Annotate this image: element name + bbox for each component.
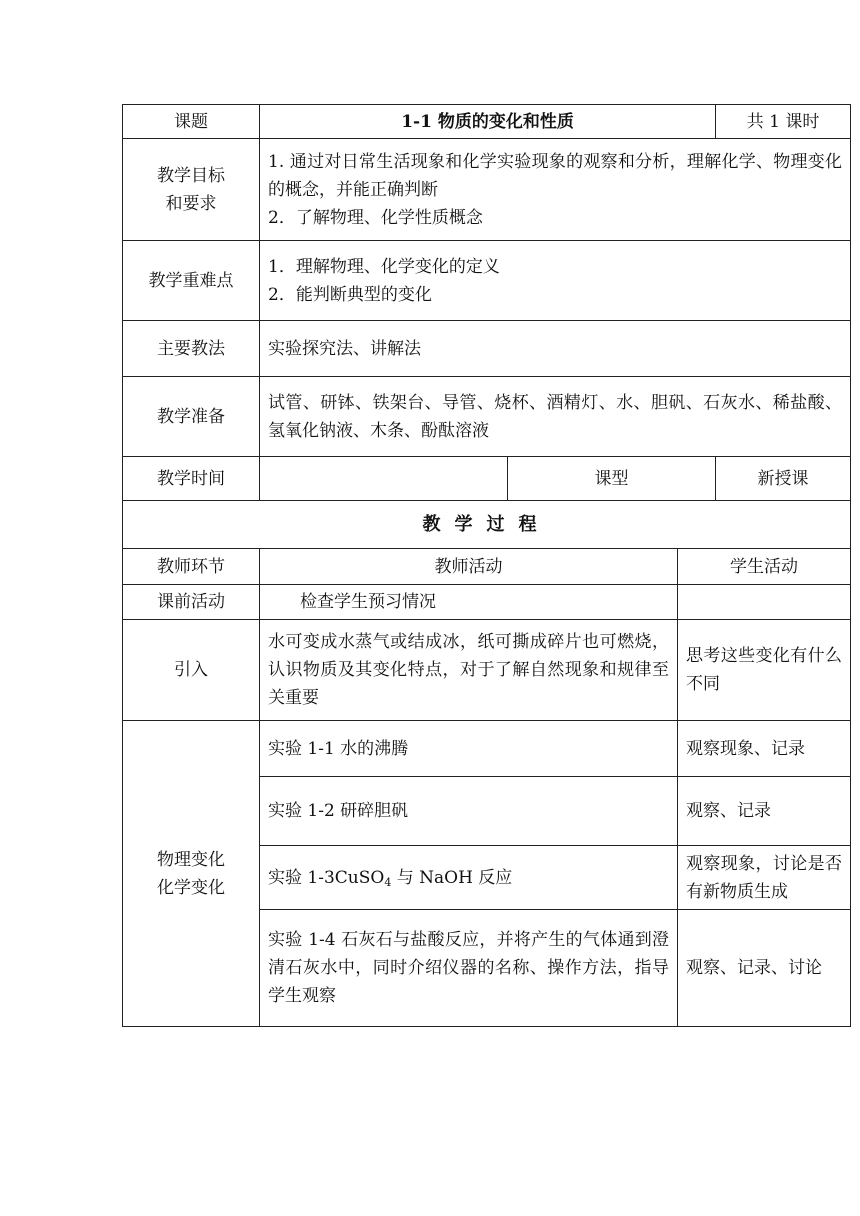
experiment-teacher-cell: 实验 1-2 研碎胆矾 — [260, 777, 678, 846]
student-activity-cell: 思考这些变化有什么不同 — [678, 620, 851, 721]
methods-label: 主要教法 — [123, 321, 260, 377]
experiment-teacher-cell: 实验 1-1 水的沸腾 — [260, 721, 678, 777]
key-point-2: 2．能判断典型的变化 — [268, 284, 432, 305]
process-row-intro — [123, 620, 851, 721]
objectives-value — [260, 139, 851, 241]
prep-row — [123, 377, 851, 457]
objectives-label-line-1: 教学目标 — [157, 165, 225, 186]
lesson-plan-table — [122, 104, 851, 1027]
topic-label: 课题 — [123, 105, 260, 139]
key-points-value — [260, 241, 851, 321]
objective-2: 2．了解物理、化学性质概念 — [268, 207, 483, 228]
objectives-label — [123, 139, 260, 241]
objectives-label-line-2: 和要求 — [165, 193, 217, 214]
topic-row — [123, 105, 851, 139]
experiment-title-post: 与 NaOH 反应 — [391, 867, 513, 888]
methods-row — [123, 321, 851, 377]
objective-1: 1. 通过对日常生活现象和化学实验现象的观察和分析，理解化学、物理变化的概念，并能正确判断 — [268, 151, 843, 200]
col-teacher-header: 教师活动 — [260, 549, 678, 585]
key-point-1: 1．理解物理、化学变化的定义 — [268, 256, 500, 277]
process-row-pre-class — [123, 585, 851, 620]
type-value: 新授课 — [716, 457, 851, 501]
experiment-title-subscript: 4 — [384, 875, 392, 889]
type-label: 课型 — [508, 457, 716, 501]
experiment-row — [123, 721, 851, 777]
experiment-student-cell: 观察、记录、讨论 — [678, 910, 851, 1027]
hours-value: 共 1 课时 — [716, 105, 851, 139]
experiment-student-cell: 观察现象，讨论是否有新物质生成 — [678, 846, 851, 910]
key-points-row — [123, 241, 851, 321]
time-row — [123, 457, 851, 501]
time-value — [260, 457, 508, 501]
col-student-header: 学生活动 — [678, 549, 851, 585]
teacher-activity-cell: 检查学生预习情况 — [260, 585, 678, 620]
experiment-student-cell: 观察现象、记录 — [678, 721, 851, 777]
prep-label: 教学准备 — [123, 377, 260, 457]
experiment-student-cell: 观察、记录 — [678, 777, 851, 846]
process-heading: 教学过程 — [123, 501, 851, 549]
col-stage-header: 教师环节 — [123, 549, 260, 585]
section-stage-line-1: 物理变化 — [157, 849, 225, 870]
section-stage-line-2: 化学变化 — [157, 877, 225, 898]
key-points-label: 教学重难点 — [123, 241, 260, 321]
experiment-title-pre: 实验 1-3CuSO — [268, 867, 385, 888]
prep-value: 试管、研钵、铁架台、导管、烧杯、酒精灯、水、胆矾、石灰水、稀盐酸、氢氧化钠液、木条、酚酞溶液 — [260, 377, 851, 457]
student-activity-cell — [678, 585, 851, 620]
process-header-row — [123, 549, 851, 585]
process-heading-row — [123, 501, 851, 549]
experiment-teacher-cell: 实验 1-4 石灰石与盐酸反应，并将产生的气体通到澄清石灰水中，同时介绍仪器的名称、操作方法，指导学生观察 — [260, 910, 678, 1027]
stage-cell: 引入 — [123, 620, 260, 721]
objectives-row — [123, 139, 851, 241]
stage-cell: 课前活动 — [123, 585, 260, 620]
section-stage-cell — [123, 721, 260, 1027]
teacher-activity-cell: 水可变成水蒸气或结成冰，纸可撕成碎片也可燃烧，认识物质及其变化特点，对于了解自然现象和规律至关重要 — [260, 620, 678, 721]
time-label: 教学时间 — [123, 457, 260, 501]
experiment-teacher-cell — [260, 846, 678, 910]
topic-value: 1-1 物质的变化和性质 — [260, 105, 716, 139]
methods-value: 实验探究法、讲解法 — [260, 321, 851, 377]
